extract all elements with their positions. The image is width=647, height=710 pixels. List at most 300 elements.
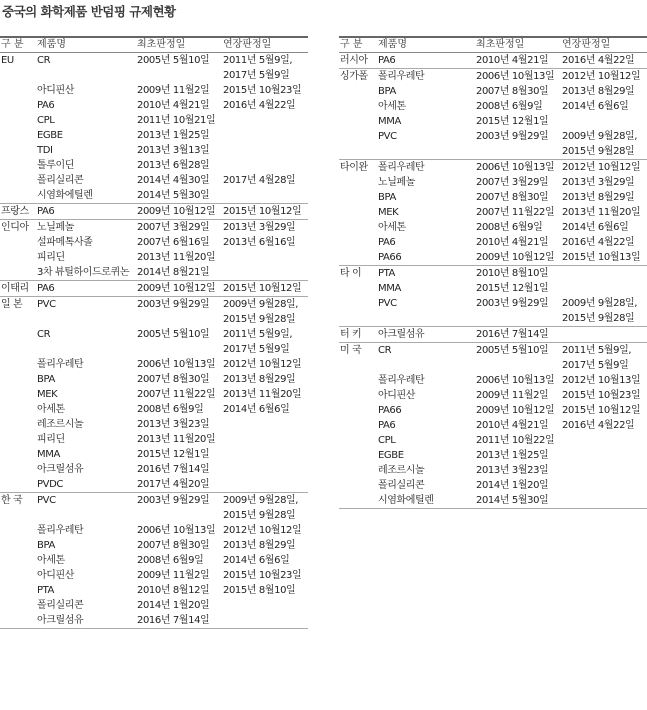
product-cell: BPA — [378, 86, 396, 97]
region-cell: 타 이 — [340, 268, 362, 279]
region-cell — [0, 372, 37, 387]
table-row — [0, 598, 308, 613]
first-date-cell: 2003년 9월29일 — [137, 299, 210, 310]
region-cell — [0, 402, 37, 417]
region-cell — [0, 523, 37, 538]
region-cell — [339, 403, 378, 418]
product-cell: MMA — [37, 449, 60, 460]
region-cell — [0, 173, 37, 188]
header-extend-date: 연장판정일 — [223, 39, 272, 50]
first-date-cell: 2010년 8월10일 — [476, 268, 549, 279]
first-date-cell: 2017년 4월20일 — [137, 479, 210, 490]
product-cell: BPA — [378, 192, 396, 203]
product-cell: PVC — [378, 131, 397, 142]
first-date-cell: 2009년 11월2일 — [137, 85, 210, 96]
product-cell: PVC — [37, 299, 56, 310]
region-group — [339, 69, 647, 160]
extend-date-cell: 2015년 10월12일 — [223, 206, 302, 217]
table-row — [0, 327, 308, 357]
region-cell: 이태리 — [1, 283, 29, 294]
region-cell — [0, 265, 37, 280]
region-cell — [339, 448, 378, 463]
region-group — [339, 327, 647, 343]
table-row — [339, 448, 647, 463]
first-date-cell: 2007년 3월29일 — [137, 222, 210, 233]
table-row — [339, 235, 647, 250]
product-cell: 설파메톡사졸 — [37, 237, 93, 248]
product-cell: 레조르시놀 — [37, 419, 84, 430]
extend-date-cell — [562, 463, 647, 478]
extend-date-cell — [223, 128, 308, 143]
extend-date-cell: 2017년 4월28일 — [223, 175, 296, 186]
product-cell: 노닐페놀 — [378, 177, 416, 188]
extend-date-cell: 2011년 5월9일, 2017년 5월9일 — [223, 55, 293, 81]
first-date-cell: 2009년 10월12일 — [137, 283, 216, 294]
table-header — [0, 38, 308, 53]
table-row — [0, 98, 308, 113]
region-cell — [0, 327, 37, 357]
table-row — [0, 297, 308, 327]
table-row — [0, 281, 308, 296]
product-cell: CR — [37, 55, 51, 66]
region-cell — [0, 432, 37, 447]
table-row — [339, 478, 647, 493]
first-date-cell: 2008년 6월9일 — [476, 101, 543, 112]
table-row — [0, 568, 308, 583]
extend-date-cell — [223, 417, 308, 432]
region-group — [339, 266, 647, 327]
region-cell — [339, 433, 378, 448]
first-date-cell: 2005년 5월10일 — [137, 55, 210, 66]
first-date-cell: 2013년 1월25일 — [476, 450, 549, 461]
first-date-cell: 2003년 9월29일 — [137, 495, 210, 506]
first-date-cell: 2009년 10월12일 — [476, 252, 555, 263]
region-cell — [339, 129, 378, 159]
table-row — [339, 418, 647, 433]
first-date-cell: 2013년 3월23일 — [476, 465, 549, 476]
product-cell: PA6 — [37, 100, 55, 111]
region-cell — [0, 188, 37, 203]
table-row — [339, 175, 647, 190]
extend-date-cell: 2011년 5월9일, 2017년 5월9일 — [562, 345, 632, 371]
product-cell: 아디핀산 — [37, 85, 75, 96]
product-cell: PA6 — [37, 283, 55, 294]
extend-date-cell — [562, 478, 647, 493]
first-date-cell: 2015년 12월1일 — [137, 449, 210, 460]
extend-date-cell: 2012년 10월12일 — [223, 359, 302, 370]
extend-date-cell: 2015년 10월23일 — [223, 85, 302, 96]
table-row — [0, 583, 308, 598]
extend-date-cell: 2016년 4월22일 — [562, 420, 635, 431]
extend-date-cell: 2015년 8월10일 — [223, 585, 296, 596]
table-row — [0, 53, 308, 83]
table-row — [0, 265, 308, 280]
region-group — [0, 297, 308, 493]
table-row — [0, 143, 308, 158]
table-row — [339, 266, 647, 281]
extend-date-cell: 2011년 5월9일, 2017년 5월9일 — [223, 329, 293, 355]
extend-date-cell — [562, 114, 647, 129]
product-cell: TDI — [37, 145, 53, 156]
region-cell — [339, 99, 378, 114]
region-cell — [0, 462, 37, 477]
first-date-cell: 2007년 8월30일 — [476, 192, 549, 203]
table-row — [339, 114, 647, 129]
extend-date-cell: 2014년 6월6일 — [223, 555, 290, 566]
region-cell — [339, 220, 378, 235]
extend-date-cell — [562, 433, 647, 448]
region-cell — [339, 114, 378, 129]
region-cell: 한 국 — [1, 495, 23, 506]
region-cell — [339, 281, 378, 296]
region-group — [0, 281, 308, 297]
table-row — [339, 53, 647, 68]
extend-date-cell: 2016년 4월22일 — [223, 100, 296, 111]
product-cell: PVDC — [37, 479, 63, 490]
product-cell: BPA — [37, 374, 55, 385]
region-cell — [0, 417, 37, 432]
region-group — [339, 53, 647, 69]
table-row — [0, 250, 308, 265]
table-header — [339, 38, 647, 53]
first-date-cell: 2014년 8월21일 — [137, 267, 210, 278]
product-cell: EGBE — [378, 450, 404, 461]
table-row — [339, 433, 647, 448]
table-row — [339, 84, 647, 99]
product-cell: 톨루이딘 — [37, 160, 75, 171]
first-date-cell: 2013년 6월28일 — [137, 160, 210, 171]
product-cell: 시염화에틸렌 — [37, 190, 93, 201]
first-date-cell: 2007년 11월22일 — [137, 389, 216, 400]
table-row — [0, 417, 308, 432]
extend-date-cell: 2013년 3월29일 — [562, 177, 635, 188]
first-date-cell: 2008년 6월9일 — [137, 404, 204, 415]
table-row — [0, 402, 308, 417]
region-cell — [0, 250, 37, 265]
first-date-cell: 2015년 12월1일 — [476, 116, 549, 127]
region-cell: 미 국 — [340, 345, 362, 356]
table-row — [0, 220, 308, 235]
header-product: 제품명 — [37, 39, 66, 50]
product-cell: 아디핀산 — [378, 390, 416, 401]
product-cell: 아세톤 — [378, 101, 406, 112]
first-date-cell: 2013년 11월20일 — [137, 252, 216, 263]
extend-date-cell: 2016년 4월22일 — [562, 55, 635, 66]
table-row — [0, 235, 308, 250]
first-date-cell: 2006년 10월13일 — [137, 359, 216, 370]
region-group — [339, 343, 647, 509]
region-cell: 싱가폴 — [340, 71, 368, 82]
product-cell: PVC — [378, 298, 397, 309]
first-date-cell: 2006년 10월13일 — [476, 71, 555, 82]
region-cell — [0, 538, 37, 553]
extend-date-cell — [562, 493, 647, 508]
product-cell: MMA — [378, 116, 401, 127]
first-date-cell: 2005년 5월10일 — [137, 329, 210, 340]
first-date-cell: 2006년 10월13일 — [137, 525, 216, 536]
header-region: 구 분 — [1, 39, 24, 50]
first-date-cell: 2013년 1월25일 — [137, 130, 210, 141]
table-row — [339, 373, 647, 388]
table-row — [0, 357, 308, 372]
product-cell: MEK — [378, 207, 399, 218]
region-cell — [0, 113, 37, 128]
table-right — [339, 36, 647, 509]
extend-date-cell: 2012년 10월13일 — [562, 375, 641, 386]
extend-date-cell — [223, 265, 308, 280]
extend-date-cell: 2009년 9월28일, 2015년 9월28일 — [562, 131, 638, 157]
table-row — [339, 343, 647, 373]
first-date-cell: 2007년 6월16일 — [137, 237, 210, 248]
extend-date-cell — [223, 158, 308, 173]
table-row — [339, 160, 647, 175]
first-date-cell: 2013년 11월20일 — [137, 434, 216, 445]
table-row — [339, 129, 647, 159]
first-date-cell: 2005년 5월10일 — [476, 345, 549, 356]
product-cell: PA6 — [378, 420, 396, 431]
first-date-cell: 2011년 10월22일 — [476, 435, 555, 446]
product-cell: 아세톤 — [37, 404, 65, 415]
region-cell — [339, 84, 378, 99]
extend-date-cell — [223, 143, 308, 158]
region-cell — [339, 296, 378, 326]
extend-date-cell: 2013년 8월29일 — [562, 192, 635, 203]
region-cell: 타이완 — [340, 162, 368, 173]
first-date-cell: 2013년 3월13일 — [137, 145, 210, 156]
extend-date-cell: 2009년 9월28일, 2015년 9월28일 — [562, 298, 638, 324]
product-cell: 아크릴섬유 — [37, 464, 84, 475]
table-row — [0, 477, 308, 492]
region-cell — [0, 83, 37, 98]
region-cell — [0, 128, 37, 143]
extend-date-cell — [223, 613, 308, 628]
extend-date-cell: 2016년 4월22일 — [562, 237, 635, 248]
product-cell: 피리딘 — [37, 252, 65, 263]
product-cell: 3차 뷰틸하이드로퀴논 — [37, 267, 130, 278]
extend-date-cell: 2014년 6월6일 — [562, 222, 629, 233]
table-row — [0, 523, 308, 538]
first-date-cell: 2008년 6월9일 — [476, 222, 543, 233]
table-row — [0, 372, 308, 387]
table-row — [0, 493, 308, 523]
region-cell — [0, 553, 37, 568]
table-row — [0, 158, 308, 173]
first-date-cell: 2015년 12월1일 — [476, 283, 549, 294]
first-date-cell: 2007년 8월30일 — [137, 374, 210, 385]
product-cell: PVC — [37, 495, 56, 506]
product-cell: 폴리실리콘 — [378, 480, 425, 491]
extend-date-cell: 2013년 6월16일 — [223, 237, 296, 248]
product-cell: 폴리실리콘 — [37, 600, 84, 611]
extend-date-cell: 2013년 3월29일 — [223, 222, 296, 233]
extend-date-cell: 2013년 8월29일 — [562, 86, 635, 97]
first-date-cell: 2016년 7월14일 — [137, 464, 210, 475]
first-date-cell: 2008년 6월9일 — [137, 555, 204, 566]
region-cell — [0, 598, 37, 613]
extend-date-cell: 2014년 6월6일 — [223, 404, 290, 415]
extend-date-cell: 2013년 8월29일 — [223, 540, 296, 551]
first-date-cell: 2009년 11월2일 — [476, 390, 549, 401]
table-row — [339, 493, 647, 508]
first-date-cell: 2014년 1월20일 — [137, 600, 210, 611]
table-row — [339, 463, 647, 478]
region-cell — [339, 190, 378, 205]
extend-date-cell — [223, 432, 308, 447]
table-row — [339, 69, 647, 84]
region-group — [0, 204, 308, 220]
region-cell: 일 본 — [1, 299, 23, 310]
first-date-cell: 2014년 5월30일 — [476, 495, 549, 506]
product-cell: MEK — [37, 389, 58, 400]
product-cell: PTA — [37, 585, 55, 596]
first-date-cell: 2010년 8월12일 — [137, 585, 210, 596]
region-group — [0, 220, 308, 281]
table-row — [0, 387, 308, 402]
extend-date-cell: 2015년 10월12일 — [562, 405, 641, 416]
product-cell: 아크릴섬유 — [378, 329, 425, 340]
product-cell: PA6 — [37, 206, 55, 217]
region-cell — [339, 175, 378, 190]
region-cell — [0, 613, 37, 628]
extend-date-cell: 2012년 10월12일 — [562, 71, 641, 82]
header-extend-date: 연장판정일 — [562, 39, 611, 50]
extend-date-cell — [223, 113, 308, 128]
first-date-cell: 2016년 7월14일 — [476, 329, 549, 340]
product-cell: EGBE — [37, 130, 63, 141]
table-row — [0, 538, 308, 553]
region-cell — [0, 143, 37, 158]
extend-date-cell: 2009년 9월28일, 2015년 9월28일 — [223, 299, 299, 325]
product-cell: 폴리우레탄 — [378, 71, 425, 82]
table-row — [339, 388, 647, 403]
region-cell — [339, 478, 378, 493]
product-cell: 노닐페놀 — [37, 222, 75, 233]
region-cell — [0, 447, 37, 462]
region-cell — [339, 493, 378, 508]
product-cell: CPL — [37, 115, 55, 126]
extend-date-cell: 2015년 10월23일 — [223, 570, 302, 581]
extend-date-cell — [562, 266, 647, 281]
first-date-cell: 2009년 10월12일 — [137, 206, 216, 217]
region-cell — [0, 568, 37, 583]
extend-date-cell — [223, 462, 308, 477]
region-cell — [0, 158, 37, 173]
first-date-cell: 2009년 11월2일 — [137, 570, 210, 581]
extend-date-cell — [223, 250, 308, 265]
first-date-cell: 2003년 9월29일 — [476, 298, 549, 309]
first-date-cell: 2016년 7월14일 — [137, 615, 210, 626]
product-cell: CPL — [378, 435, 396, 446]
extend-date-cell: 2015년 10월23일 — [562, 390, 641, 401]
region-cell — [0, 583, 37, 598]
table-row — [0, 83, 308, 98]
extend-date-cell — [223, 598, 308, 613]
region-group — [339, 160, 647, 266]
region-cell — [339, 418, 378, 433]
region-cell — [339, 250, 378, 265]
product-cell: BPA — [37, 540, 55, 551]
region-cell: 프랑스 — [1, 206, 29, 217]
first-date-cell: 2013년 3월23일 — [137, 419, 210, 430]
table-row — [0, 204, 308, 219]
table-row — [339, 327, 647, 342]
product-cell: 폴리우레탄 — [37, 359, 84, 370]
extend-date-cell: 2012년 10월12일 — [223, 525, 302, 536]
product-cell: 아크릴섬유 — [37, 615, 84, 626]
region-cell — [339, 463, 378, 478]
table-row — [339, 403, 647, 418]
extend-date-cell: 2013년 8월29일 — [223, 374, 296, 385]
table-row — [0, 447, 308, 462]
table-left — [0, 36, 308, 629]
region-cell — [0, 235, 37, 250]
extend-date-cell: 2009년 9월28일, 2015년 9월28일 — [223, 495, 299, 521]
table-row — [339, 190, 647, 205]
first-date-cell: 2007년 11월22일 — [476, 207, 555, 218]
table-row — [339, 99, 647, 114]
first-date-cell: 2009년 10월12일 — [476, 405, 555, 416]
table-row — [0, 188, 308, 203]
extend-date-cell: 2014년 6월6일 — [562, 101, 629, 112]
product-cell: 피리딘 — [37, 434, 65, 445]
first-date-cell: 2010년 4월21일 — [476, 55, 549, 66]
extend-date-cell: 2015년 10월13일 — [562, 252, 641, 263]
region-group — [0, 53, 308, 204]
table-row — [339, 220, 647, 235]
product-cell: 아세톤 — [378, 222, 406, 233]
product-cell: PTA — [378, 268, 396, 279]
region-cell — [0, 477, 37, 492]
region-cell: EU — [1, 55, 14, 66]
extend-date-cell: 2013년 11월20일 — [223, 389, 302, 400]
region-cell — [0, 98, 37, 113]
first-date-cell: 2010년 4월21일 — [476, 237, 549, 248]
table-row — [339, 281, 647, 296]
table-row — [0, 613, 308, 628]
extend-date-cell — [223, 447, 308, 462]
product-cell: 아세톤 — [37, 555, 65, 566]
product-cell: 폴리실리콘 — [37, 175, 84, 186]
product-cell: 폴리우레탄 — [378, 375, 425, 386]
first-date-cell: 2007년 8월30일 — [476, 86, 549, 97]
region-cell — [0, 357, 37, 372]
first-date-cell: 2011년 10월21일 — [137, 115, 216, 126]
page-title: 중국의 화학제품 반덤핑 규제현황 — [2, 4, 176, 19]
product-cell: PA66 — [378, 405, 402, 416]
extend-date-cell: 2015년 10월12일 — [223, 283, 302, 294]
table-row — [0, 128, 308, 143]
region-cell — [339, 235, 378, 250]
table-row — [0, 432, 308, 447]
product-cell: 폴리우레탄 — [378, 162, 425, 173]
first-date-cell: 2010년 4월21일 — [476, 420, 549, 431]
header-product: 제품명 — [378, 39, 407, 50]
product-cell: 폴리우레탄 — [37, 525, 84, 536]
product-cell: CR — [378, 345, 392, 356]
region-cell: 러시아 — [340, 55, 368, 66]
first-date-cell: 2014년 1월20일 — [476, 480, 549, 491]
header-region: 구 분 — [340, 39, 363, 50]
extend-date-cell: 2012년 10월12일 — [562, 162, 641, 173]
product-cell: MMA — [378, 283, 401, 294]
table-row — [0, 113, 308, 128]
table-row — [339, 250, 647, 265]
region-cell — [339, 388, 378, 403]
product-cell: PA6 — [378, 237, 396, 248]
extend-date-cell — [223, 477, 308, 492]
first-date-cell: 2006년 10월13일 — [476, 162, 555, 173]
first-date-cell: 2006년 10월13일 — [476, 375, 555, 386]
